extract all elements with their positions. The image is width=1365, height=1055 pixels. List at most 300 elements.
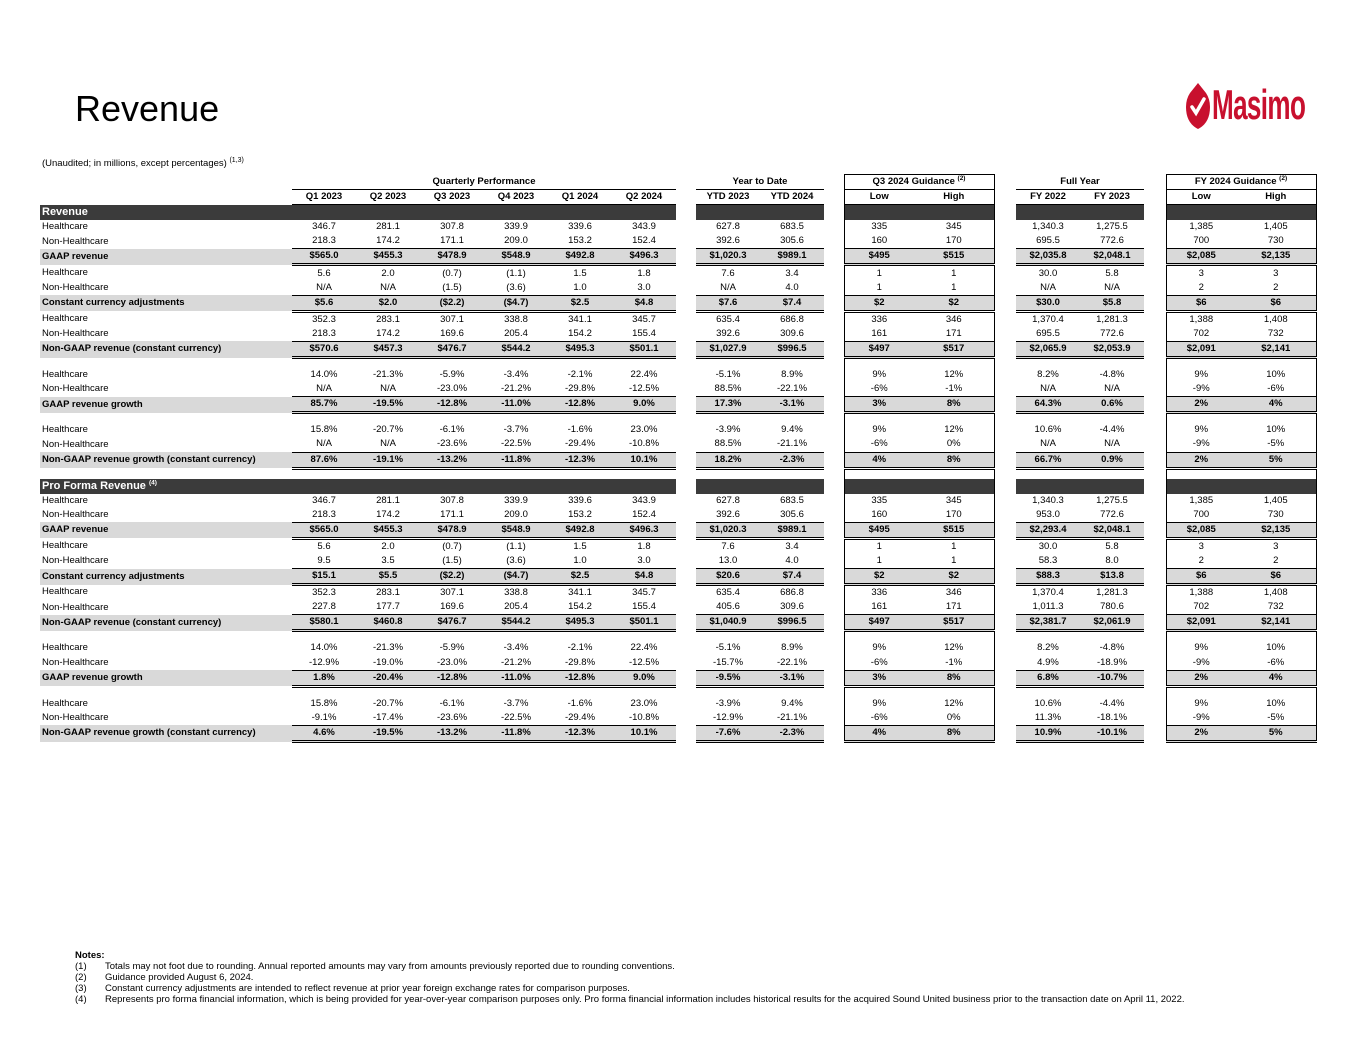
cell-value: $2 [914,569,994,585]
cell-value: -5.1% [715,369,741,381]
cell-value [484,631,548,642]
column-header: Q1 2023 [292,190,356,205]
cell-value: 732 [1236,327,1316,342]
cell-value: -2.3% [760,452,824,468]
cell-value: 2% [1166,397,1236,413]
cell-value: 283.1 [376,587,400,599]
spacer-row [40,686,1316,697]
cell-value: 9% [1166,697,1236,711]
row-label: GAAP revenue [40,249,292,265]
cell-value: -12.9% [712,711,744,723]
cell-value [420,413,484,424]
cell-value: -4.4% [1099,424,1125,436]
cell-value [1016,686,1080,697]
row-label: Non-Healthcare [42,656,109,668]
cell-value [1080,631,1144,642]
cell-value: -5% [1236,437,1316,452]
cell-value: $989.1 [760,249,824,265]
cell-value: 336 [844,585,914,601]
cell-value: (3.6) [506,281,526,293]
cell-value: -2.1% [567,642,593,654]
cell-value: 171 [914,600,994,615]
total-row [40,569,1316,585]
cell-value: $565.0 [292,249,356,265]
cell-value: N/A [1040,281,1056,293]
cell-value: 9% [844,641,914,655]
cell-value [914,358,994,369]
cell-value: $492.8 [548,249,612,265]
cell-value: -12.5% [628,383,660,395]
cell-value: 8% [914,670,994,686]
cell-value: $996.5 [760,615,824,631]
cell-value: $478.9 [420,249,484,265]
cell-value: -7.6% [696,725,760,741]
total-row [40,725,1316,741]
table-row [40,281,1316,296]
cell-value: $5.6 [292,295,356,311]
cell-value: $460.8 [356,615,420,631]
cell-value: $15.1 [292,569,356,585]
cell-value: $495.3 [548,615,612,631]
cell-value: 392.6 [716,327,740,339]
cell-value: 5% [1236,725,1316,741]
cell-value: 1.8 [637,267,651,279]
cell-value: 1,370.4 [1032,587,1064,599]
cell-value: $2,053.9 [1080,341,1144,357]
cell-value: 1,340.3 [1032,494,1064,506]
column-header-row [40,190,1316,205]
cell-value: N/A [380,438,396,450]
cell-value: $2,065.9 [1016,341,1080,357]
cell-value [844,358,914,369]
cell-value: 88.5% [714,438,742,450]
cell-value: 1,408 [1236,311,1316,327]
cell-value: -3.9% [715,424,741,436]
cell-value: $20.6 [696,569,760,585]
cell-value: 174.2 [376,508,400,520]
cell-value [914,468,994,479]
cell-value: -15.7% [712,656,744,668]
cell-value: $6 [1166,569,1236,585]
cell-value: 627.8 [716,494,740,506]
cell-value [1016,358,1080,369]
cell-value: -11.0% [484,670,548,686]
cell-value: -12.8% [420,397,484,413]
cell-value: 18.2% [696,452,760,468]
group-header-row [40,175,1316,190]
cell-value: -3.7% [503,697,529,709]
cell-value: $496.3 [612,522,676,538]
cell-value: -22.5% [500,438,532,450]
group-ytd: Year to Date [696,175,824,190]
revenue-table [40,174,1317,743]
note-item [75,983,1305,994]
cell-value: -19.0% [372,656,404,668]
cell-value [548,358,612,369]
row-label: Non-GAAP revenue (constant currency) [40,341,292,357]
cell-value [1236,358,1316,369]
cell-value: 352.3 [312,313,336,325]
cell-value: 1.0 [573,555,587,567]
cell-value: 335 [844,494,914,508]
cell-value: 345.7 [632,313,656,325]
row-label: Non-Healthcare [42,712,109,724]
cell-value: 1 [914,265,994,281]
cell-value: $501.1 [612,615,676,631]
cell-value [1016,468,1080,479]
cell-value: $517 [914,341,994,357]
cell-value [1080,686,1144,697]
cell-value: $4.8 [612,295,676,311]
cell-value [844,468,914,479]
cell-value: -4.8% [1099,642,1125,654]
cell-value: 700 [1166,234,1236,249]
column-header: YTD 2023 [696,190,760,205]
cell-value: $2.5 [548,295,612,311]
cell-value: 635.4 [716,313,740,325]
cell-value: -23.0% [436,656,468,668]
cell-value: 341.1 [568,313,592,325]
cell-value: $455.3 [356,249,420,265]
cell-value: -13.2% [420,725,484,741]
cell-value: N/A [1040,383,1056,395]
cell-value: -22.1% [776,383,808,395]
cell-value: N/A [316,383,332,395]
cell-value: -5.1% [715,642,741,654]
cell-value: 4.9% [1037,656,1059,668]
cell-value: 309.6 [780,601,804,613]
row-label: GAAP revenue [40,522,292,538]
cell-value: 10.6% [1034,697,1062,709]
cell-value: 155.4 [632,601,656,613]
cell-value: 1 [844,281,914,296]
cell-value [696,631,760,642]
cell-value [548,413,612,424]
cell-value: 0.6% [1080,397,1144,413]
cell-value: -21.3% [372,642,404,654]
cell-value: 339.6 [568,221,592,233]
cell-value: $2,091 [1166,341,1236,357]
cell-value: 1,275.5 [1096,221,1128,233]
cell-value: $2,141 [1236,615,1316,631]
cell-value: 338.8 [504,587,528,599]
cell-value [760,413,824,424]
cell-value [612,631,676,642]
cell-value: 1.5 [573,540,587,552]
cell-value: $2,048.1 [1080,522,1144,538]
cell-value [1080,413,1144,424]
cell-value: 732 [1236,600,1316,615]
cell-value: -13.2% [420,452,484,468]
cell-value: -10.1% [1080,725,1144,741]
cell-value: $6 [1166,295,1236,311]
cell-value: $996.5 [760,341,824,357]
cell-value: 6.8% [1016,670,1080,686]
cell-value: 305.6 [780,508,804,520]
cell-value: -12.8% [548,670,612,686]
cell-value: 152.4 [632,508,656,520]
cell-value: 14.0% [310,642,338,654]
cell-value: 169.6 [440,601,464,613]
cell-value: -3.1% [760,670,824,686]
note-number: (2) [75,972,87,983]
row-label: Healthcare [42,540,88,552]
row-label: Healthcare [42,697,88,709]
cell-value: 283.1 [376,313,400,325]
cell-value: $2,135 [1236,249,1316,265]
cell-value: 22.4% [630,369,658,381]
column-header: Low [1166,190,1236,205]
cell-value: -21.1% [776,711,808,723]
cell-value: N/A [316,438,332,450]
cell-value [484,686,548,697]
cell-value: 4% [1236,397,1316,413]
cell-value: $565.0 [292,522,356,538]
cell-value: 281.1 [376,494,400,506]
cell-value [1166,468,1236,479]
cell-value: 627.8 [716,221,740,233]
cell-value: N/A [1040,438,1056,450]
cell-value: 2 [1166,554,1236,569]
row-label: GAAP revenue growth [40,397,292,413]
cell-value: 1,405 [1236,494,1316,508]
cell-value: 152.4 [632,235,656,247]
spacer-row [40,468,1316,479]
cell-value: 3.0 [637,555,651,567]
cell-value: 702 [1166,327,1236,342]
cell-value: 5.6 [317,267,331,279]
column-header: Q2 2023 [356,190,420,205]
cell-value: $7.4 [760,569,824,585]
cell-value [914,631,994,642]
note-number: (1) [75,961,87,972]
cell-value: 171 [914,327,994,342]
cell-value: -1% [914,382,994,397]
cell-value: -6% [844,382,914,397]
cell-value: (1.1) [506,540,526,552]
cell-value: 346.7 [312,221,336,233]
table-row [40,494,1316,508]
cell-value: -9.5% [696,670,760,686]
cell-value: 346 [914,585,994,601]
cell-value: 1,388 [1166,585,1236,601]
cell-value: 169.6 [440,327,464,339]
table-row [40,538,1316,554]
column-header: Q4 2023 [484,190,548,205]
cell-value [484,358,548,369]
cell-value: -3.9% [715,697,741,709]
cell-value: -21.3% [372,369,404,381]
cell-value: $6 [1236,569,1316,585]
column-header: Q1 2024 [548,190,612,205]
cell-value: (1.5) [442,281,462,293]
cell-value: $2,293.4 [1016,522,1080,538]
cell-value: 2% [1166,670,1236,686]
cell-value: -11.8% [484,725,548,741]
cell-value: $497 [844,615,914,631]
cell-value: 8% [914,725,994,741]
cell-value [1236,631,1316,642]
row-label: Non-GAAP revenue (constant currency) [40,615,292,631]
cell-value: 346.7 [312,494,336,506]
cell-value: 160 [844,234,914,249]
cell-value [356,358,420,369]
cell-value [1080,468,1144,479]
cell-value: 9% [844,697,914,711]
cell-value: -29.4% [564,438,596,450]
cell-value: $2,035.8 [1016,249,1080,265]
group-full-year: Full Year [1016,175,1144,190]
notes [75,950,1305,1005]
cell-value: -1.6% [567,424,593,436]
cell-value: $4.8 [612,569,676,585]
cell-value [356,468,420,479]
cell-value [914,413,994,424]
cell-value: $2 [844,569,914,585]
column-header: Low [844,190,914,205]
cell-value [1236,468,1316,479]
cell-value: 153.2 [568,508,592,520]
cell-value: 1,405 [1236,220,1316,234]
cell-value: 339.9 [504,494,528,506]
cell-value: 8% [914,397,994,413]
cell-value: 1,385 [1166,494,1236,508]
cell-value: $455.3 [356,522,420,538]
cell-value: -1.6% [567,697,593,709]
cell-value: 2.0 [381,267,395,279]
cell-value: 17.3% [696,397,760,413]
cell-value: N/A [1104,383,1120,395]
row-label [40,190,292,205]
cell-value: 8.2% [1037,369,1059,381]
cell-value: 0% [914,711,994,726]
cell-value: 772.6 [1100,235,1124,247]
cell-value: -10.8% [628,438,660,450]
cell-value: 780.6 [1100,601,1124,613]
cell-value: -6.1% [439,697,465,709]
section-title-text: Revenue [42,206,88,219]
note-item [75,961,1305,972]
cell-value: 10.1% [612,725,676,741]
cell-value: -29.8% [564,656,596,668]
cell-value: 405.6 [716,601,740,613]
cell-value: 695.5 [1036,235,1060,247]
cell-value [1016,413,1080,424]
cell-value [1166,631,1236,642]
cell-value [548,631,612,642]
cell-value: (3.6) [506,555,526,567]
cell-value: -11.0% [484,397,548,413]
cell-value: $476.7 [420,615,484,631]
row-label: Non-Healthcare [42,328,109,340]
cell-value: -10.7% [1080,670,1144,686]
note-text: Constant currency adjustments are intended to reflect revenue at prior year foreign exchange rates for comparison purposes. [105,983,630,994]
row-label: Non-Healthcare [42,555,109,567]
row-label: Healthcare [42,221,88,233]
cell-value: 10.9% [1016,725,1080,741]
cell-value: -4.8% [1099,369,1125,381]
cell-value: 174.2 [376,327,400,339]
group-fy-guidance: FY 2024 Guidance $^{(2)}$ [1166,175,1316,190]
cell-value: $1,020.3 [696,249,760,265]
cell-value: -12.9% [308,656,340,668]
cell-value [420,631,484,642]
cell-value: 218.3 [312,508,336,520]
cell-value: 12% [914,641,994,655]
cell-value: -12.5% [628,656,660,668]
cell-value: N/A [380,383,396,395]
cell-value: 1,281.3 [1096,587,1128,599]
cell-value: 686.8 [780,313,804,325]
section-header-row [40,479,1316,494]
column-header: YTD 2024 [760,190,824,205]
cell-value: 343.9 [632,221,656,233]
cell-value: 1 [914,281,994,296]
section-title [40,479,292,494]
table-row [40,234,1316,249]
notes-list [75,961,1305,1005]
cell-value: 161 [844,327,914,342]
cell-value: -20.7% [372,697,404,709]
table-row [40,508,1316,523]
row-label: Non-Healthcare [42,281,109,293]
table-row [40,327,1316,342]
cell-value: 953.0 [1036,508,1060,520]
row-label: Constant currency adjustments [40,295,292,311]
cell-value [356,686,420,697]
note-item [75,994,1305,1005]
cell-value [612,686,676,697]
row-label [40,358,292,369]
cell-value: $580.1 [292,615,356,631]
cell-value: $2,091 [1166,615,1236,631]
table-row [40,382,1316,397]
cell-value: -12.8% [420,670,484,686]
cell-value: 9.5 [317,555,331,567]
cell-value: -29.8% [564,383,596,395]
logo-wordmark: Masimo [1212,81,1306,128]
group-quarterly: Quarterly Performance [292,175,676,190]
cell-value: $5.5 [356,569,420,585]
cell-value: 335 [844,220,914,234]
row-label: Non-Healthcare [42,438,109,450]
section-title-ref: (4) [148,479,157,487]
cell-value: 1.0 [573,281,587,293]
cell-value: 1,385 [1166,220,1236,234]
cell-value: N/A [1104,281,1120,293]
cell-value: 341.1 [568,587,592,599]
note-item [75,972,1305,983]
cell-value: 22.4% [630,642,658,654]
cell-value: 3 [1166,538,1236,554]
total-row [40,341,1316,357]
cell-value: -6% [844,711,914,726]
cell-value: $544.2 [484,615,548,631]
cell-value: 12% [914,423,994,437]
row-label: Non-Healthcare [42,235,109,247]
cell-value: -9.1% [311,711,337,723]
column-header: High [914,190,994,205]
table-row [40,600,1316,615]
cell-value: 0% [914,437,994,452]
cell-value: 4.6% [292,725,356,741]
cell-value: 281.1 [376,221,400,233]
cell-value: 30.0 [1038,540,1058,552]
cell-value: 2.0 [381,540,395,552]
cell-value: 161 [844,600,914,615]
cell-value: 700 [1166,508,1236,523]
cell-value: $7.4 [760,295,824,311]
